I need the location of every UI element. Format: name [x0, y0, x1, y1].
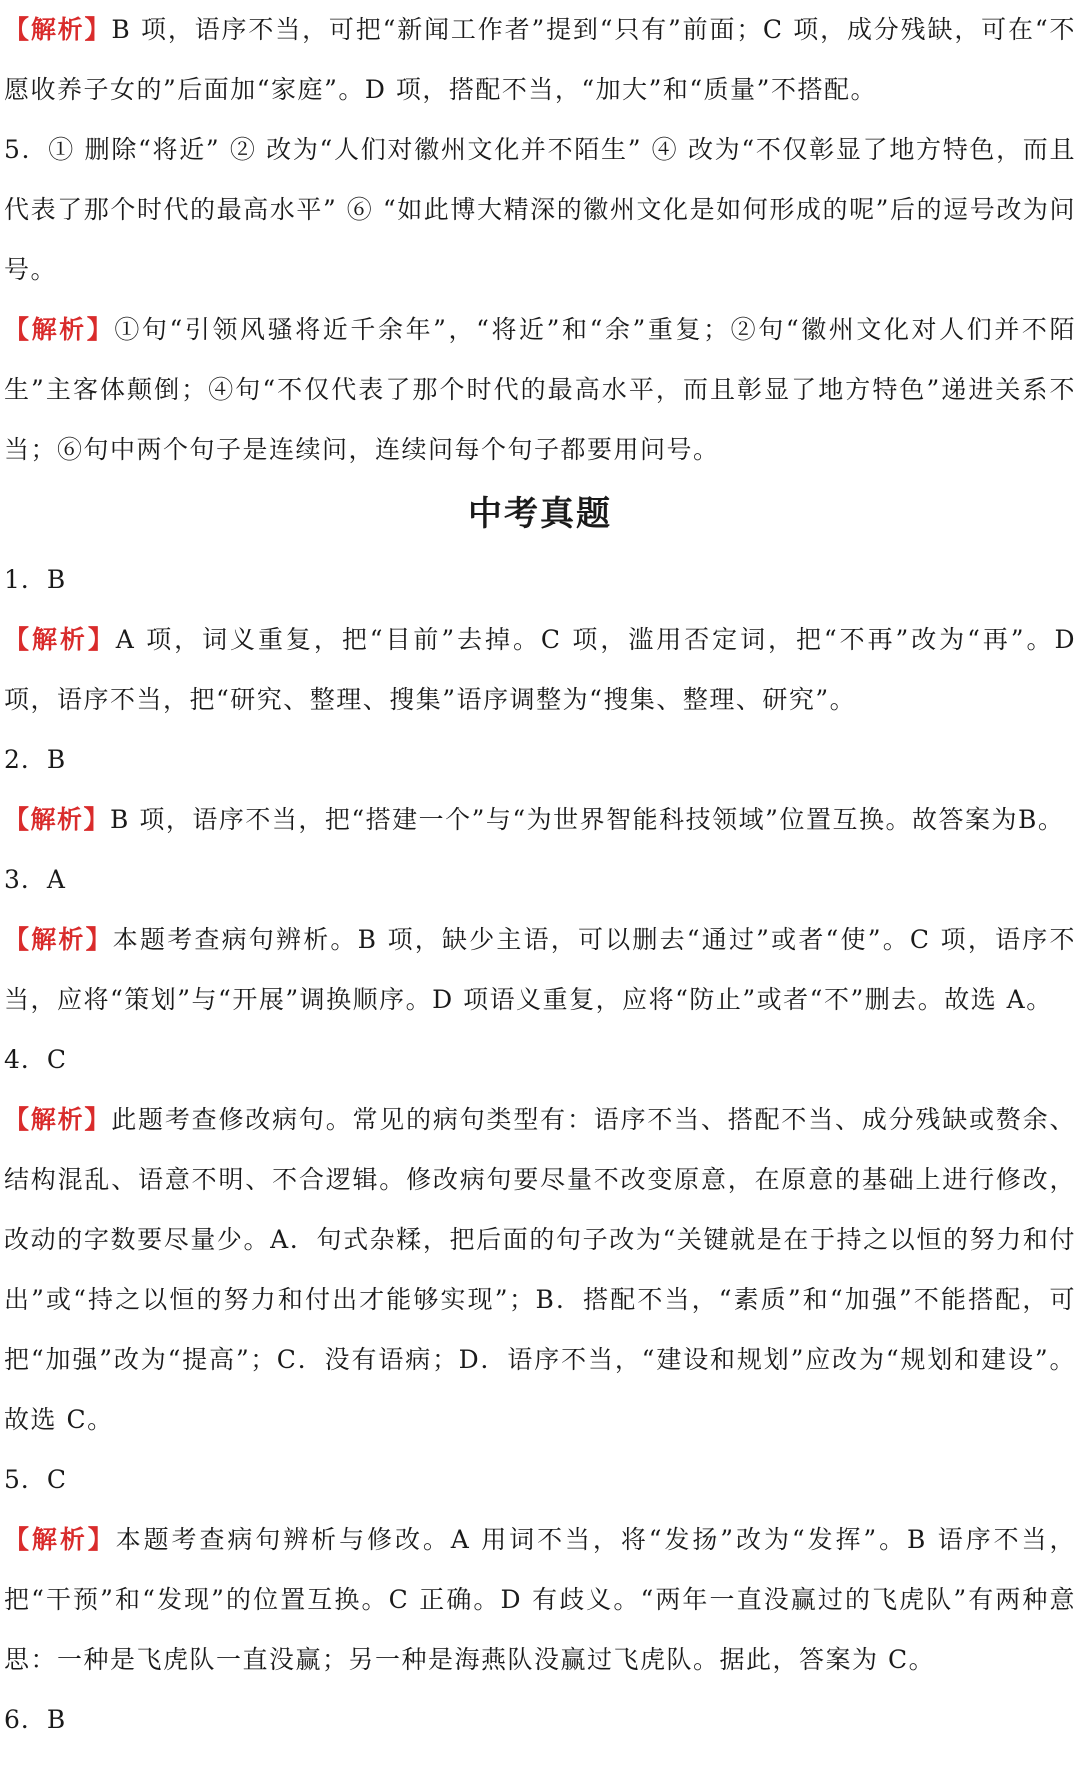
q4-analysis-continued [4, 0, 1076, 120]
analysis-text: 此题考查修改病句。常见的病句类型有：语序不当、搭配不当、成分残缺或赘余、结构混乱、语意不明、不合逻辑。修改病句要尽量不改变原意，在原意的基础上进行修改，改动的字数要尽量少。A．句式杂糅，把后面的句子改为“关键就是在于持之以恒的努力和付出”或“持之以恒的努力和付出才能够实现”；B．搭配不当，“素质”和“加强”不能搭配，可把“加强”改为“提高”；C．没有语病；D．语序不当，“建设和规划”应改为“规划和建设”。故选 C。 [4, 1105, 1076, 1434]
section-title: 中考真题 [468, 494, 612, 534]
analysis-tag: 【解析】 [4, 15, 112, 44]
answer-line: 1．B [4, 565, 67, 594]
analysis-text: B 项，语序不当，把“搭建一个”与“为世界智能科技领域”位置互换。故答案为B。 [110, 805, 1065, 834]
analysis-text: ①句“引领风骚将近千余年”，“将近”和“余”重复；②句“徽州文化对人们并不陌生”主客体颠倒；④句“不仅代表了那个时代的最高水平，而且彰显了地方特色”递进关系不当；⑥句中两个句子是连续问，连续问每个句子都要用问号。 [4, 315, 1076, 464]
analysis-text: 本题考查病句辨析与修改。A 用词不当，将“发扬”改为“发挥”。B 语序不当，把“干预”和“发现”的位置互换。C 正确。D 有歧义。“两年一直没赢过的飞虎队”有两种意思：一种是飞虎队一直没赢；另一种是海燕队没赢过飞虎队。据此，答案为 C。 [4, 1525, 1076, 1674]
analysis-text: A 项，词义重复，把“目前”去掉。C 项，滥用否定词，把“不再”改为“再”。D 项，语序不当，把“研究、整理、搜集”语序调整为“搜集、整理、研究”。 [4, 625, 1076, 714]
question-3 [4, 850, 1076, 1030]
question-4 [4, 1030, 1076, 1450]
analysis-paragraph [4, 1510, 1076, 1690]
answer-line: 5．C [4, 1465, 68, 1494]
question-1 [4, 550, 1076, 730]
question-2 [4, 730, 1076, 850]
q5-answer: 5．① 删除“将近” ② 改为“人们对徽州文化并不陌生” ④ 改为“不仅彰显了地方特色，而且代表了那个时代的最高水平” ⑥ “如此博大精深的徽州文化是如何形成的呢”后的逗号改为问号。 [4, 135, 1076, 284]
analysis-text: 本题考查病句辨析。B 项，缺少主语，可以删去“通过”或者“使”。C 项，语序不当，应将“策划”与“开展”调换顺序。D 项语义重复，应将“防止”或者“不”删去。故选 A。 [4, 925, 1076, 1014]
analysis-paragraph [4, 610, 1076, 730]
question-5 [4, 1450, 1076, 1690]
analysis-paragraph [4, 910, 1076, 1030]
question-6-answer: 6．B [4, 1705, 67, 1734]
analysis-tag: 【解析】 [4, 625, 116, 654]
analysis-tag: 【解析】 [4, 315, 115, 344]
analysis-tag: 【解析】 [4, 805, 111, 834]
answer-line: 4．C [4, 1045, 68, 1074]
answer-line: 2．B [4, 745, 67, 774]
analysis-tag: 【解析】 [4, 1105, 112, 1134]
analysis-tag: 【解析】 [4, 1525, 116, 1554]
analysis-paragraph [4, 1090, 1076, 1450]
analysis-paragraph [4, 790, 1076, 850]
q5-analysis [4, 300, 1076, 480]
analysis-tag: 【解析】 [4, 925, 113, 954]
analysis-text: B 项，语序不当，可把“新闻工作者”提到“只有”前面；C 项，成分残缺，可在“不愿收养子女的”后面加“家庭”。D 项，搭配不当，“加大”和“质量”不搭配。 [4, 15, 1076, 104]
answer-line: 3．A [4, 865, 66, 894]
